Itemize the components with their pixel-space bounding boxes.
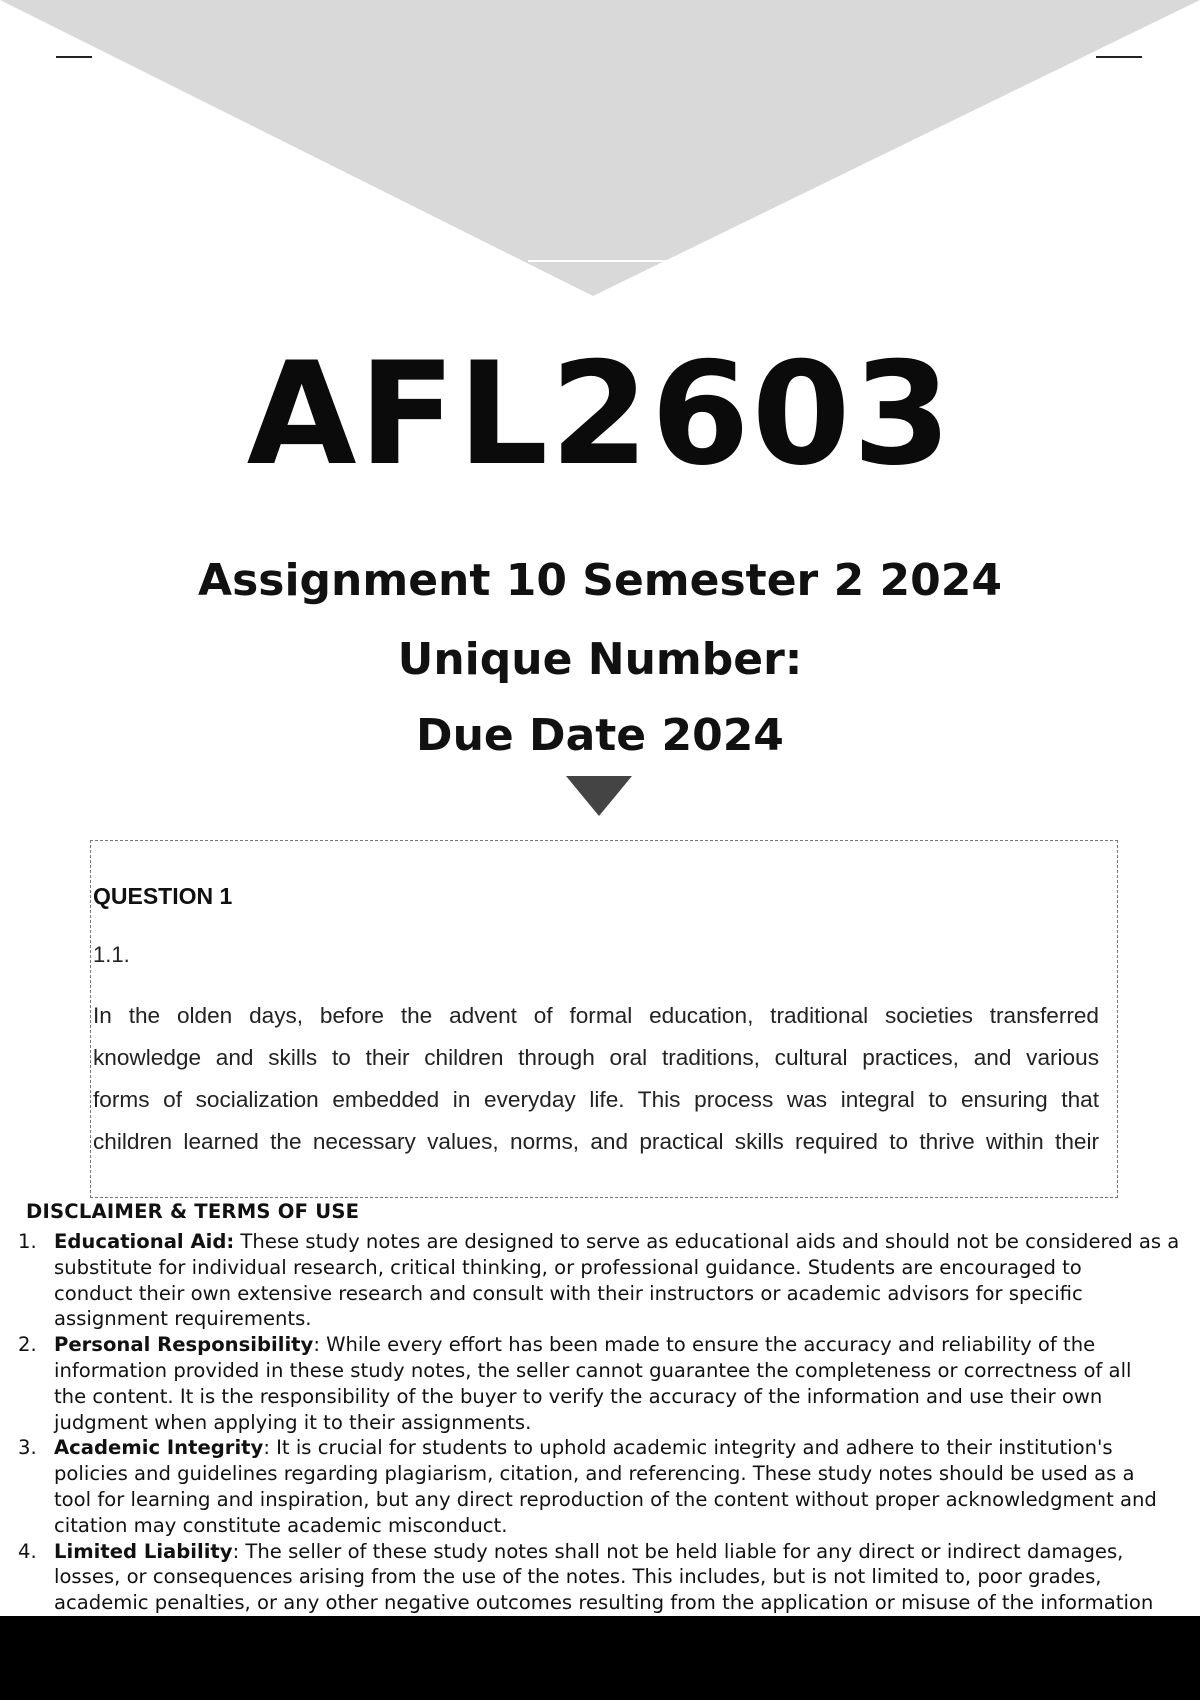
disclaimer-item-number: 1. (18, 1230, 37, 1253)
down-arrow-icon (566, 776, 632, 816)
disclaimer-item-text: losses, or consequences arising from the use of the notes. This includes, but is not limited to, poor grades, (54, 1565, 1102, 1589)
paragraph-line: In the olden days, before the advent of formal education, traditional societies transferred (93, 1003, 1099, 1028)
disclaimer-item-text: judgment when applying it to their assignments. (54, 1410, 532, 1434)
course-code-title: AFL2603 (246, 332, 954, 497)
top-right-rule (1096, 56, 1142, 58)
disclaimer-item-number: 4. (18, 1539, 37, 1563)
disclaimer-item-text: information provided in these study notes, the seller cannot guarantee the completeness or correctness of all (54, 1358, 1132, 1382)
question-heading: QUESTION 1 (93, 883, 233, 909)
paragraph-line: children learned the necessary values, norms, and practical skills required to thrive within their (93, 1129, 1099, 1154)
question-preview-box (90, 840, 1118, 1198)
unique-number-line: Unique Number: (397, 634, 803, 685)
disclaimer-item-text: : While every effort has been made to ensure the accuracy and reliability of the (313, 1333, 1096, 1357)
disclaimer-item-text: : It is crucial for students to uphold academic integrity and adhere to their institution's (263, 1436, 1113, 1460)
disclaimer-item-text: conduct their own extensive research and consult with their instructors or academic advisors for specific (54, 1281, 1083, 1305)
disclaimer-item-text: the content. It is the responsibility of the buyer to verify the accuracy of the information and use their own (54, 1384, 1103, 1408)
disclaimer-item-text: citation may constitute academic misconduct. (54, 1513, 508, 1537)
disclaimer-item-text: assignment requirements. (54, 1307, 312, 1331)
disclaimer-item-text: tool for learning and inspiration, but any direct reproduction of the content without proper acknowledgment and (54, 1487, 1157, 1511)
question-number: 1.1. (93, 942, 130, 967)
disclaimer-item-text: substitute for individual research, critical thinking, or professional guidance. Students are encouraged to (54, 1255, 1082, 1279)
disclaimer-item (0, 1435, 1200, 1538)
disclaimer-heading: DISCLAIMER & TERMS OF USE (26, 1200, 360, 1223)
disclaimer-item (0, 1332, 1200, 1435)
disclaimer-item-number: 2. (18, 1333, 37, 1357)
assignment-line: Assignment 10 Semester 2 2024 (198, 555, 1002, 606)
paragraph-line: knowledge and skills to their children through oral traditions, cultural practices, and various (93, 1045, 1099, 1070)
disclaimer-item-label: Limited Liability (54, 1539, 233, 1563)
disclaimer-item-text: academic penalties, or any other negative outcomes resulting from the application or misuse of the information (54, 1591, 1154, 1615)
disclaimer-item-number: 3. (18, 1436, 37, 1460)
disclaimer-item-text: These study notes are designed to serve as educational aids and should not be considered as a (234, 1230, 1180, 1253)
disclaimer-item-text: policies and guidelines regarding plagiarism, citation, and referencing. These study notes should be used as a (54, 1462, 1135, 1486)
disclaimer-item-text: : The seller of these study notes shall not be held liable for any direct or indirect damages, (232, 1539, 1124, 1563)
bottom-black-bar (0, 1616, 1200, 1700)
due-date-line: Due Date 2024 (416, 710, 784, 761)
disclaimer-list (0, 1229, 1200, 1616)
top-left-rule (56, 56, 92, 58)
disclaimer-item-label: Educational Aid: (54, 1230, 235, 1253)
disclaimer-item-label: Personal Responsibility (54, 1333, 314, 1357)
disclaimer-item (0, 1539, 1200, 1616)
question-paragraph (93, 995, 1099, 1163)
disclaimer-item-label: Academic Integrity (54, 1436, 264, 1460)
top-chevron-banner (0, 0, 1200, 300)
banner-chevron-shape (0, 0, 1200, 296)
paragraph-line: forms of socialization embedded in everyday life. This process was integral to ensuring that (93, 1087, 1099, 1112)
disclaimer-item (0, 1229, 1200, 1332)
